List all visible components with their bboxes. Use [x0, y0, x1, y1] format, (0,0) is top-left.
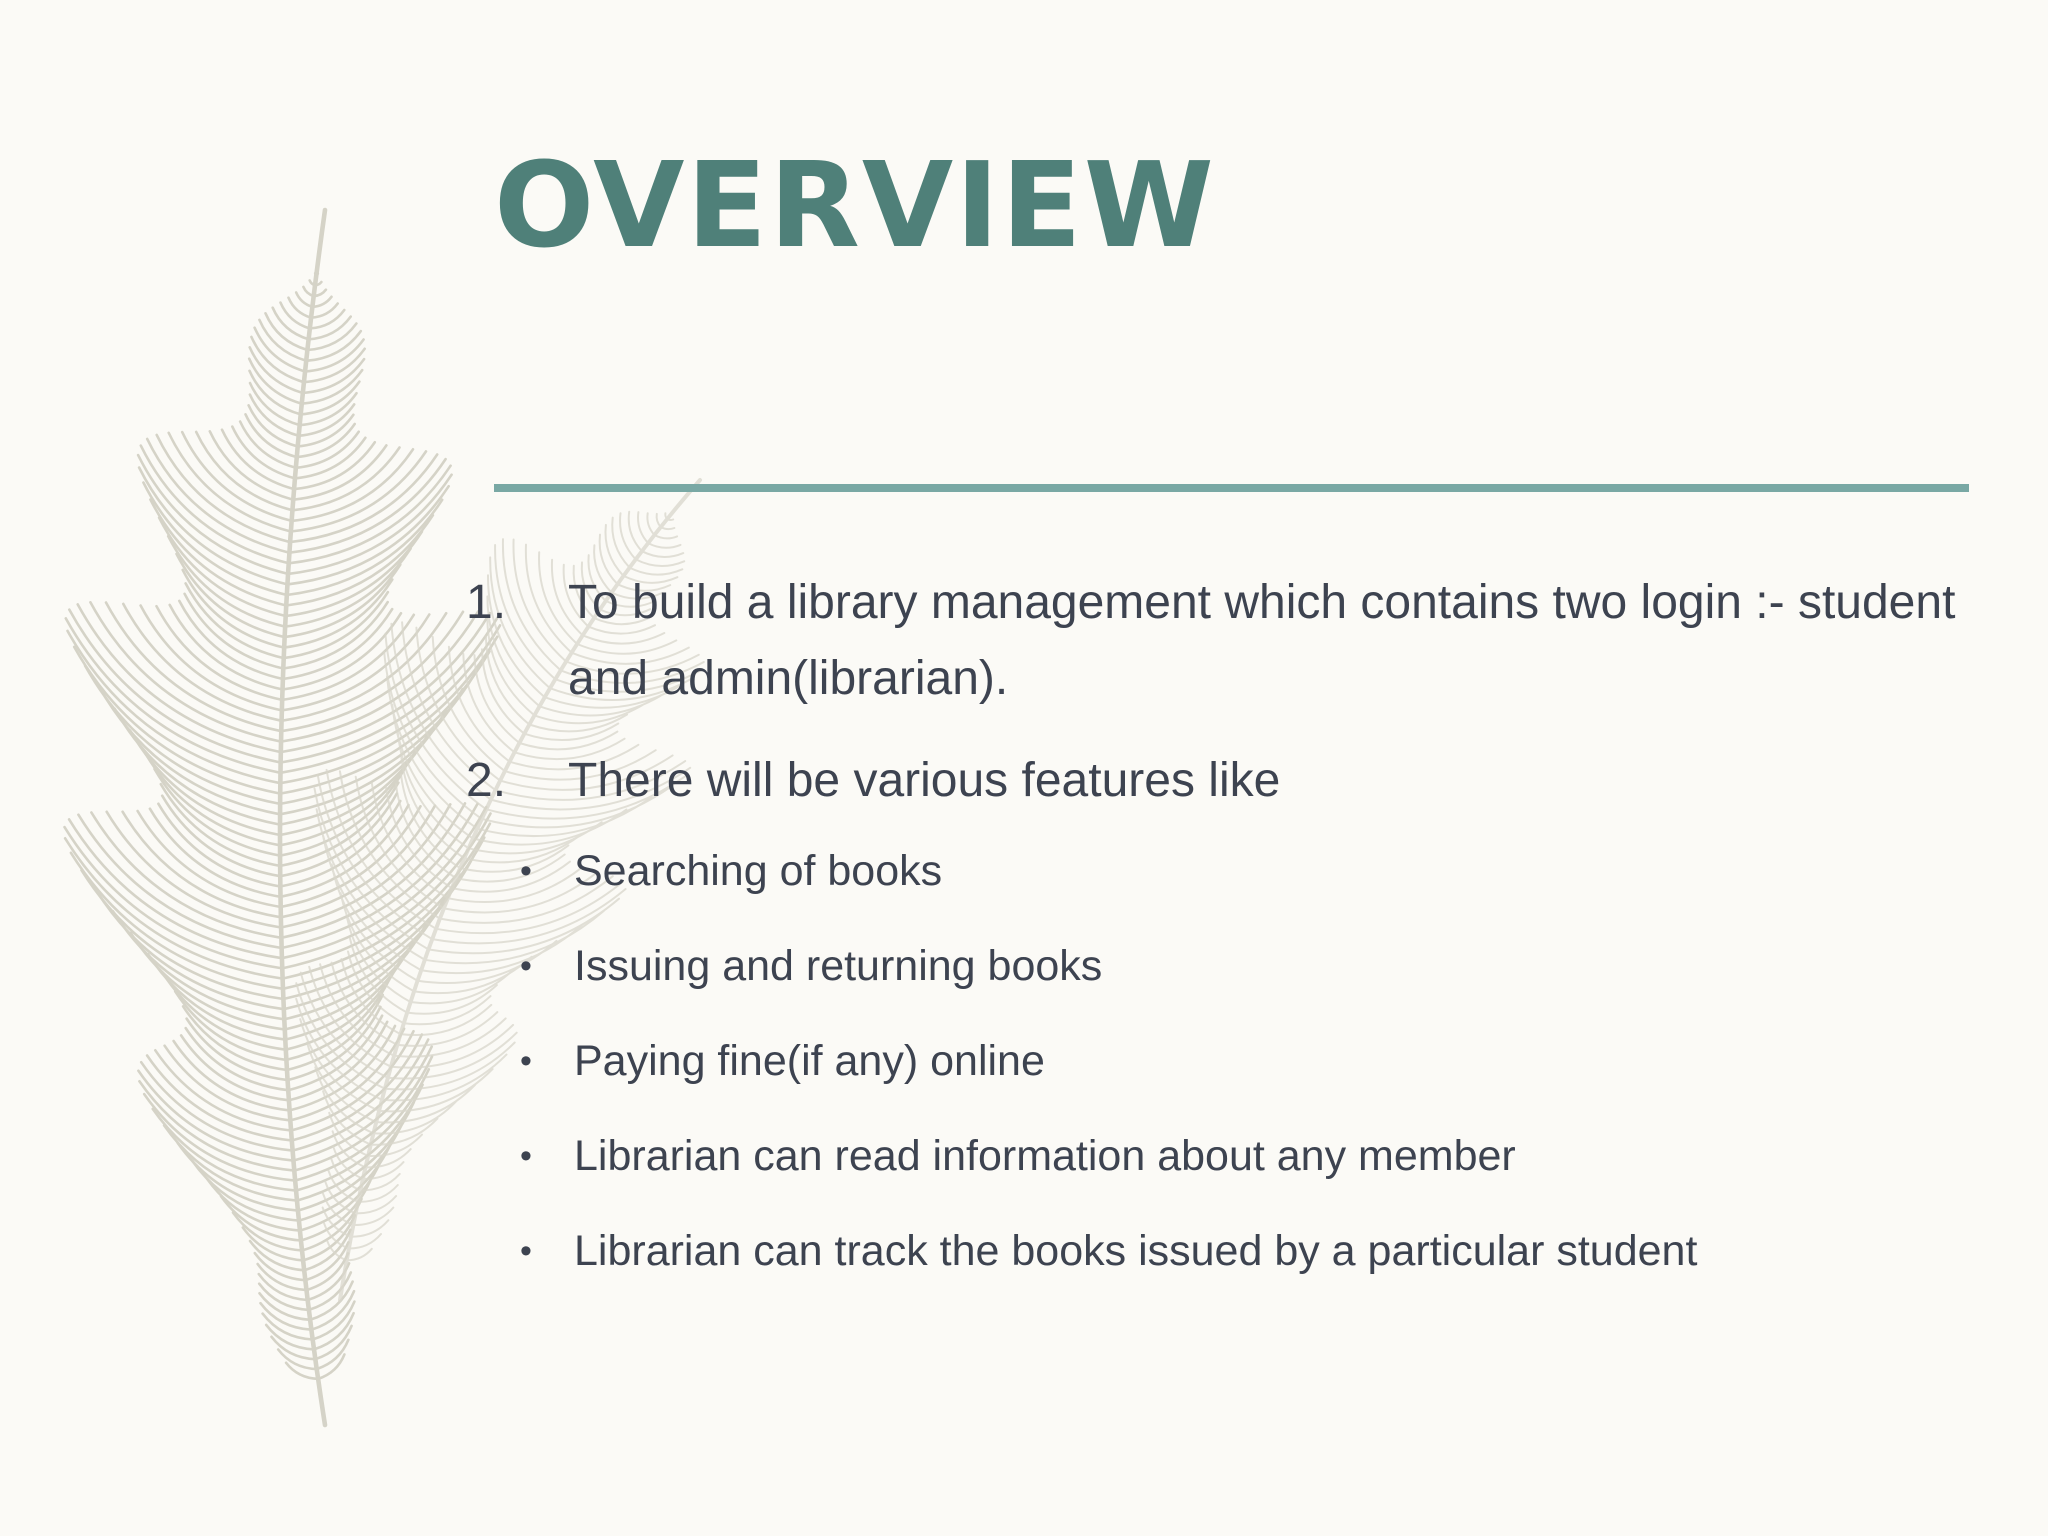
feature-item — [520, 1031, 1960, 1091]
bullet-icon: • — [520, 852, 532, 890]
feature-item — [520, 1221, 1960, 1281]
feature-text: Librarian can track the books issued by a particular student — [574, 1227, 1698, 1275]
list-number: 1. — [466, 576, 507, 629]
list-number: 2. — [466, 754, 507, 807]
bullet-icon: • — [520, 947, 532, 985]
numbered-list — [466, 565, 1986, 819]
feature-text: Librarian can read information about any member — [574, 1132, 1516, 1180]
feature-text: Paying fine(if any) online — [574, 1037, 1045, 1085]
bullet-icon: • — [520, 1232, 532, 1270]
feature-item — [520, 1126, 1960, 1186]
feature-text: Searching of books — [574, 847, 943, 895]
slide-title: OVERVIEW — [494, 136, 1216, 274]
list-item-text: There will be various features like — [568, 754, 1281, 807]
numbered-item-1 — [466, 565, 1986, 717]
bullet-icon: • — [520, 1042, 532, 1080]
numbered-item-2 — [466, 743, 1986, 819]
feature-list — [520, 841, 1960, 1316]
feature-item — [520, 841, 1960, 901]
title-divider — [494, 484, 1969, 492]
bullet-icon: • — [520, 1137, 532, 1175]
feature-item — [520, 936, 1960, 996]
feature-text: Issuing and returning books — [574, 942, 1103, 990]
list-item-text: To build a library management which contains two login :- student and admin(librarian). — [568, 576, 1956, 705]
